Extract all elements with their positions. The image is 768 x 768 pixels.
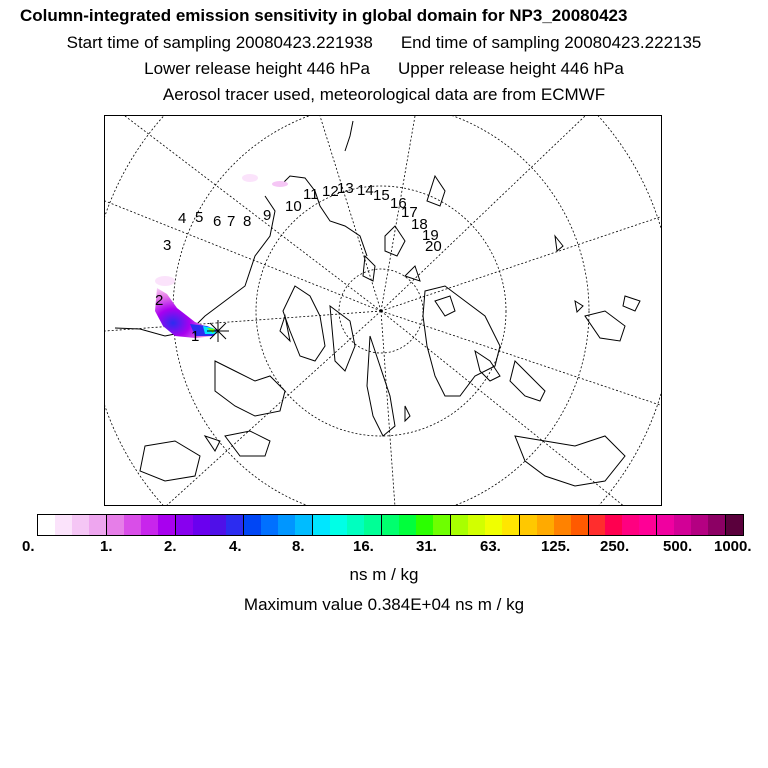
colorbar-cell xyxy=(243,515,261,535)
trajectory-label: 15 xyxy=(373,187,390,204)
colorbar-cell xyxy=(399,515,416,535)
sampling-times xyxy=(0,33,768,53)
colorbar-cell xyxy=(708,515,725,535)
colorbar-cell xyxy=(210,515,227,535)
trajectory-label: 19 xyxy=(422,227,439,244)
colorbar-cell xyxy=(278,515,295,535)
colorbar-cell xyxy=(588,515,606,535)
trajectory-labels xyxy=(155,180,442,345)
colorbar xyxy=(37,514,744,536)
colorbar-tick-label: 31. xyxy=(416,538,437,555)
colorbar-tick-label: 500. xyxy=(663,538,693,555)
colorbar-cell xyxy=(416,515,433,535)
colorbar-tick-label: 0. xyxy=(22,538,35,555)
trajectory-label: 10 xyxy=(285,198,302,215)
colorbar-cell xyxy=(519,515,537,535)
trajectory-label: 6 xyxy=(213,213,222,230)
colorbar-cell xyxy=(141,515,158,535)
trajectory-label: 12 xyxy=(322,183,339,200)
colorbar-cell xyxy=(330,515,347,535)
colorbar-cell xyxy=(226,515,243,535)
colorbar-tick-label: 1. xyxy=(100,538,113,555)
trajectory-label: 5 xyxy=(195,209,204,226)
trajectory-label: 1 xyxy=(191,328,200,345)
colorbar-cell xyxy=(106,515,124,535)
trajectory-label: 4 xyxy=(178,210,187,227)
colorbar-tick-label: 16. xyxy=(353,538,374,555)
colorbar-cell xyxy=(193,515,210,535)
trajectory-label: 16 xyxy=(390,195,407,212)
colorbar-cell xyxy=(674,515,691,535)
trajectory-label: 14 xyxy=(357,182,374,199)
colorbar-cell xyxy=(38,515,55,535)
start-time-text: Start time of sampling 20080423.221938 xyxy=(66,33,373,52)
trajectory-label: 7 xyxy=(227,213,236,230)
trajectory-label: 9 xyxy=(263,207,272,224)
trajectory-label: 13 xyxy=(337,180,354,197)
colorbar-tick-label: 1000. xyxy=(714,538,752,555)
colorbar-cell xyxy=(450,515,468,535)
colorbar-cell xyxy=(347,515,364,535)
trajectory-label: 11 xyxy=(303,186,319,203)
colorbar-tick-label: 250. xyxy=(600,538,630,555)
colorbar-cell xyxy=(55,515,72,535)
colorbar-tick-label: 4. xyxy=(229,538,242,555)
colorbar-tick-label: 2. xyxy=(164,538,177,555)
colorbar-cell xyxy=(89,515,106,535)
colorbar-cell xyxy=(639,515,656,535)
colorbar-tick-label: 63. xyxy=(480,538,501,555)
lower-release-text: Lower release height 446 hPa xyxy=(144,59,370,78)
colorbar-cell xyxy=(554,515,571,535)
release-point-marker xyxy=(207,320,229,342)
colorbar-cell xyxy=(433,515,450,535)
trajectory-label: 2 xyxy=(155,292,164,309)
colorbar-cell xyxy=(468,515,485,535)
colorbar-cell xyxy=(381,515,399,535)
colorbar-cell xyxy=(72,515,89,535)
plot-title: Column-integrated emission sensitivity in global domain for NP3_20080423 xyxy=(20,6,628,25)
colorbar-cell xyxy=(124,515,141,535)
coastlines xyxy=(115,121,640,486)
colorbar-cell xyxy=(175,515,193,535)
max-value-text: Maximum value 0.384E+04 ns m / kg xyxy=(243,595,525,614)
colorbar-tick-label: 125. xyxy=(541,538,571,555)
release-heights xyxy=(0,59,768,79)
map-svg xyxy=(105,116,662,506)
polar-map xyxy=(104,115,662,506)
colorbar-cell xyxy=(605,515,622,535)
colorbar-cell xyxy=(158,515,175,535)
colorbar-cell xyxy=(485,515,502,535)
colorbar-cell xyxy=(295,515,312,535)
end-time-text: End time of sampling 20080423.222135 xyxy=(400,33,702,52)
upper-release-text: Upper release height 446 hPa xyxy=(398,59,624,78)
colorbar-cell xyxy=(725,515,743,535)
tracer-info: Aerosol tracer used, meteorological data are from ECMWF xyxy=(162,85,606,104)
trajectory-label: 20 xyxy=(425,238,442,255)
trajectory-label: 18 xyxy=(411,216,428,233)
trajectory-label: 17 xyxy=(401,204,418,221)
colorbar-cell xyxy=(502,515,519,535)
colorbar-cell xyxy=(537,515,554,535)
trajectory-label: 8 xyxy=(243,213,252,230)
colorbar-cell xyxy=(261,515,278,535)
colorbar-cell xyxy=(571,515,588,535)
colorbar-cell xyxy=(364,515,381,535)
sensitivity-plume xyxy=(155,174,288,338)
colorbar-cell xyxy=(656,515,674,535)
colorbar-tick-label: 8. xyxy=(292,538,305,555)
colorbar-cell xyxy=(312,515,330,535)
trajectory-label: 3 xyxy=(163,237,172,254)
colorbar-cell xyxy=(622,515,639,535)
colorbar-units: ns m / kg xyxy=(349,565,419,584)
colorbar-cell xyxy=(691,515,708,535)
